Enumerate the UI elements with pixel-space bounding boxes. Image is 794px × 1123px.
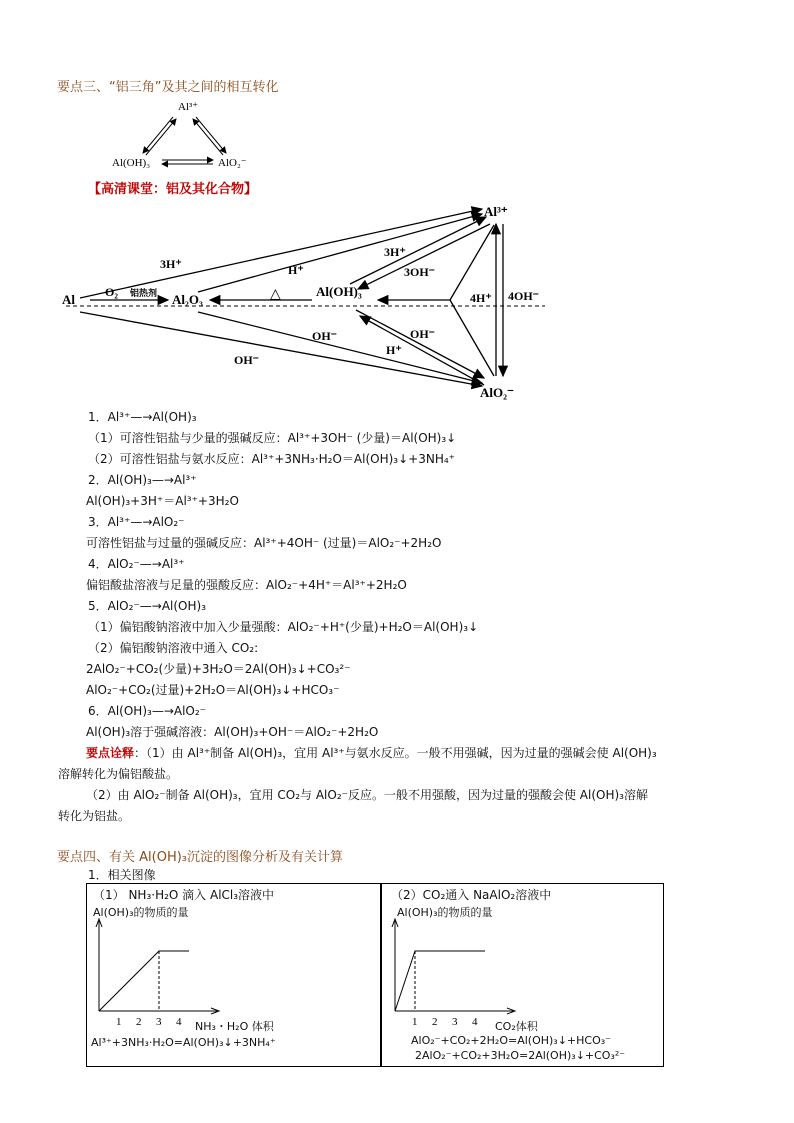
line-3: （2）可溶性铝盐与氨水反应：Al³⁺+3NH₃·H₂O＝Al(OH)₃↓+3NH₄⁺	[88, 452, 455, 466]
chart2-tick-label: 2	[432, 1016, 438, 1028]
line-9: 偏铝酸盐溶液与足量的强酸反应：AlO₂⁻+4H⁺＝Al³⁺+2H₂O	[86, 578, 407, 592]
aluminum-triangle	[0, 0, 794, 200]
ref-link[interactable]: 【高清课堂：铝及其化合物】	[88, 182, 258, 197]
chart2-tick-label: 1	[412, 1016, 418, 1028]
chart2-tick-label: 3	[452, 1016, 458, 1028]
line-14: AlO₂⁻+CO₂(过量)+2H₂O＝Al(OH)₃↓+HCO₃⁻	[86, 683, 340, 697]
section4-sub: 1．相关图像	[88, 868, 156, 882]
line-2: （1）可溶性铝盐与少量的强碱反应：Al³⁺+3OH⁻ (少量)＝Al(OH)₃↓	[88, 431, 457, 445]
chart1-tick-label: 1	[116, 1016, 122, 1028]
diag-oh-bottom: OH⁻	[234, 353, 260, 367]
line-8: 4．AlO₂⁻—→Al³⁺	[88, 557, 185, 571]
line-10: 5．AlO₂⁻—→Al(OH)₃	[88, 599, 207, 613]
chart1-ylabel: Al(OH)₃的物质的量	[93, 906, 189, 919]
note-label: 要点诠释	[86, 746, 135, 760]
chart2-eq-1: AlO₂⁻+CO₂+2H₂O=Al(OH)₃↓+HCO₃⁻	[411, 1034, 611, 1047]
diag-4h: 4H⁺	[470, 291, 492, 305]
diag-alo2: AlO₂⁻	[480, 385, 514, 400]
diag-o2: O₂	[105, 285, 118, 299]
chart2-ylabel: Al(OH)₃的物质的量	[397, 906, 493, 919]
tri-al3: Al³⁺	[178, 101, 199, 113]
line-7: 可溶性铝盐与过量的强碱反应：Al³⁺+4OH⁻ (过量)＝AlO₂⁻+2H₂O	[86, 536, 442, 550]
diag-3h-left: 3H⁺	[160, 257, 182, 271]
diag-aloh3: Al(OH)₃	[316, 284, 362, 299]
diag-3oh: 3OH⁻	[404, 265, 436, 279]
diag-oh-right: OH⁻	[410, 327, 436, 341]
note-1b: 溶解转化为偏铝酸盐。	[58, 767, 179, 781]
chart1-eq-1: Al³⁺+3NH₃·H₂O=Al(OH)₃↓+3NH₄⁺	[91, 1036, 276, 1049]
tri-aloh3: Al(OH)₃	[112, 157, 151, 169]
chart1-series-line	[99, 951, 189, 1011]
chart2-title: （2）CO₂通入 NaAlO₂溶液中	[391, 888, 552, 902]
chart1-xlabel: NH₃・H₂O 体积	[195, 1020, 274, 1033]
chart1-tick-label: 3	[156, 1016, 162, 1028]
diag-4oh: 4OH⁻	[508, 289, 540, 303]
chart-box-2	[380, 883, 664, 1067]
chart2-tick-label: 4	[472, 1016, 478, 1028]
diag-h-low: H⁺	[386, 343, 402, 357]
line-4: 2．Al(OH)₃—→Al³⁺	[88, 473, 197, 487]
note-2b: 转化为铝盐。	[58, 809, 131, 823]
chart1-title: （1） NH₃·H₂O 滴入 AlCl₃溶液中	[93, 888, 275, 902]
chart1-tick-label: 2	[136, 1016, 142, 1028]
diag-oh-mid: OH⁻	[312, 329, 338, 343]
note-1: 要点诠释：（1）由 Al³⁺制备 Al(OH)₃，宜用 Al³⁺与氨水反应。一般不用强碱，因为过量的强碱会使 Al(OH)₃	[86, 746, 657, 760]
line-11: （1）偏铝酸钠溶液中加入少量强酸：AlO₂⁻+H⁺(少量)+H₂O＝Al(OH)₃↓	[88, 620, 479, 634]
line-15: 6．Al(OH)₃—→AlO₂⁻	[88, 704, 207, 718]
line-12: （2）偏铝酸钠溶液中通入 CO₂:	[88, 641, 259, 655]
diag-al: Al	[62, 292, 75, 307]
chart-box-1	[86, 883, 382, 1067]
diag-thermite: 铝热剂	[130, 288, 158, 298]
diag-h-top: H⁺	[288, 263, 304, 277]
diag-delta: △	[270, 287, 281, 302]
line-6: 3．Al³⁺—→AlO₂⁻	[88, 515, 185, 529]
note-2a: （2）由 AlO₂⁻制备 Al(OH)₃，宜用 CO₂与 AlO₂⁻反应。一般不用强酸，因为过量的强酸会使 Al(OH)₃溶解	[86, 788, 648, 802]
line-1: 1．Al³⁺—→Al(OH)₃	[88, 410, 197, 424]
diag-3h-right: 3H⁺	[384, 245, 406, 259]
line-5: Al(OH)₃+3H⁺＝Al³⁺+3H₂O	[86, 494, 239, 508]
line-13: 2AlO₂⁻+CO₂(少量)+3H₂O＝2Al(OH)₃↓+CO₃²⁻	[86, 662, 351, 676]
chart2-series-line	[395, 951, 485, 1011]
diag-al3: Al³⁺	[484, 204, 508, 219]
chart2-eq-2: 2AlO₂⁻+CO₂+3H₂O=2Al(OH)₃↓+CO₃²⁻	[415, 1049, 626, 1062]
section3-title: 要点三、“铝三角”及其之间的相互转化	[57, 80, 279, 95]
chart2-xlabel: CO₂体积	[495, 1020, 538, 1033]
note-1a: （1）由 Al³⁺制备 Al(OH)₃，宜用 Al³⁺与氨水反应。一般不用强碱，因为过量的强碱会使 Al(OH)₃	[146, 746, 657, 760]
section4-title: 要点四、有关 Al(OH)₃沉淀的图像分析及有关计算	[57, 850, 344, 865]
chart1-tick-label: 4	[176, 1016, 182, 1028]
tri-alo2: AlO₂⁻	[218, 157, 247, 169]
line-16: Al(OH)₃溶于强碱溶液：Al(OH)₃+OH⁻＝AlO₂⁻+2H₂O	[86, 725, 379, 739]
diag-al2o3: Al₂O₃	[172, 292, 203, 307]
